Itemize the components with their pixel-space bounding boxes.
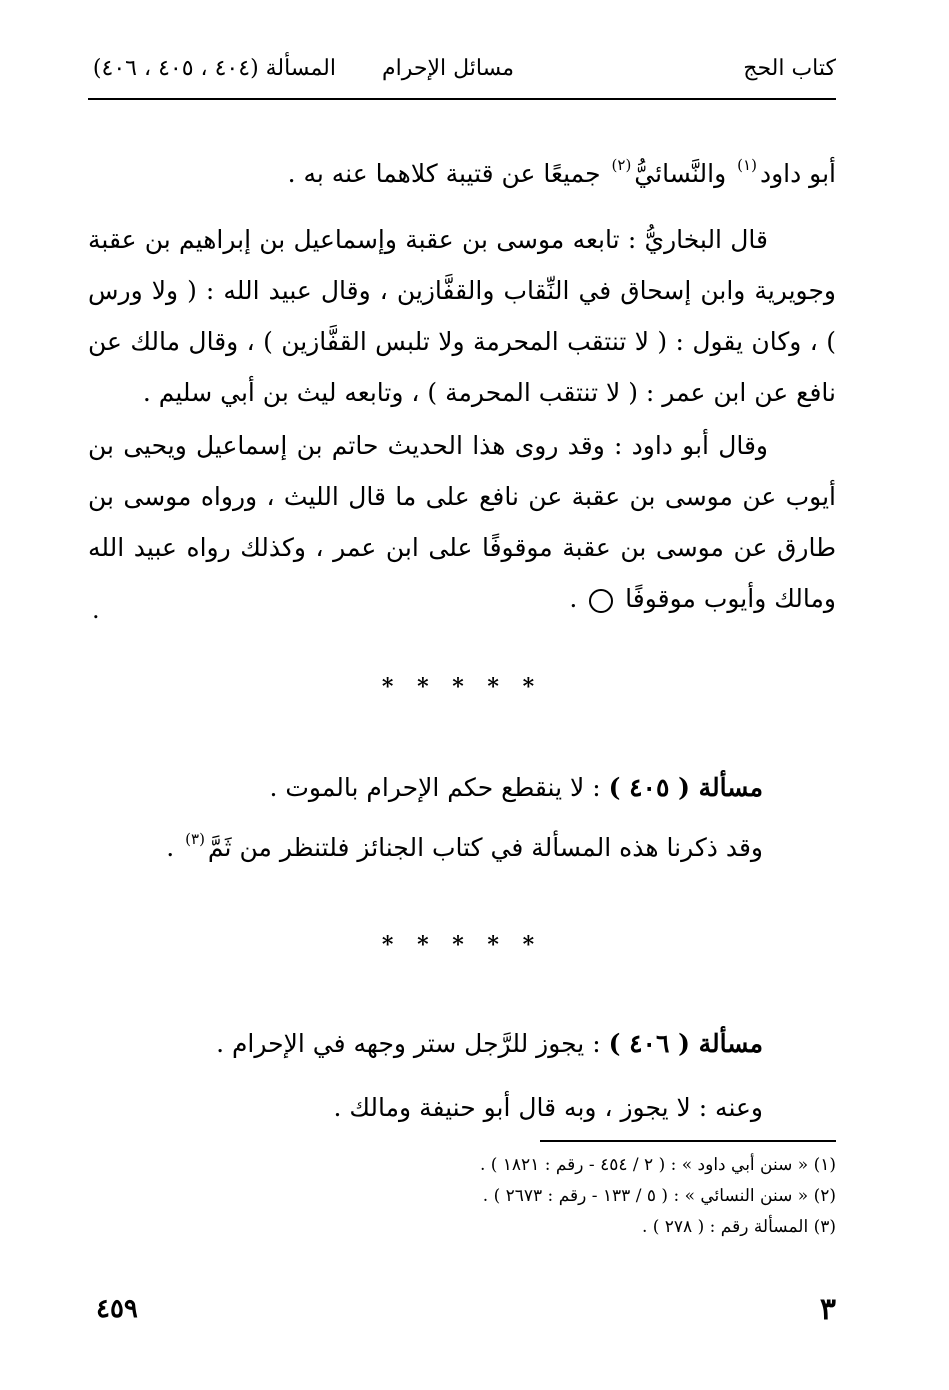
issue-406-heading <box>87 1018 763 1069</box>
page-number: ٤٥٩ <box>96 1294 138 1324</box>
separator-stars-1: * * * * * <box>381 674 543 700</box>
footnote-ref-2: (٢) <box>611 156 632 174</box>
issue-406-note: وعنه : لا يجوز ، وبه قال أبو حنيفة ومالك . <box>333 1093 763 1122</box>
header-rule <box>88 98 836 100</box>
issue-405-text: : لا ينقطع حكم الإحرام بالموت . <box>269 773 601 802</box>
section-page-number: ٣ <box>819 1292 836 1327</box>
end-of-hadith-circle-icon <box>589 589 613 613</box>
footnote-ref-3: (٣) <box>185 830 205 848</box>
issue-405-note <box>87 822 763 877</box>
header-issue-range: المسألة (٤٠٤ ، ٤٠٥ ، ٤٠٦) <box>92 56 336 81</box>
separator-stars-2: * * * * * <box>381 932 543 958</box>
footnote-2: (٢) « سنن النسائي » : ( ٥ / ١٣٣ - رقم : ٢٦٧٣ ) . <box>482 1186 836 1206</box>
footnote-ref-1: (١) <box>737 156 757 174</box>
stray-dot: . <box>92 596 100 624</box>
paragraph-3-end: . <box>569 584 578 613</box>
issue-405-label: مسألة ( ٤٠٥ ) <box>608 773 763 802</box>
footnote-3: (٣) المسألة رقم : ( ٢٧٨ ) . <box>641 1217 836 1237</box>
issue-405-heading <box>87 762 763 813</box>
paragraph-1 <box>88 148 836 203</box>
footnote-rule <box>540 1140 836 1142</box>
header-book-title: كتاب الحج <box>743 56 836 81</box>
issue-405-note-end: . <box>166 833 175 862</box>
paragraph-1-middle: والنَّسائيُّ <box>634 159 727 188</box>
paragraph-3 <box>88 420 836 624</box>
footnotes <box>76 1150 836 1243</box>
header-section-title: مسائل الإحرام <box>381 56 514 81</box>
paragraph-1-start: أبو داود <box>759 159 836 188</box>
running-header <box>88 52 836 92</box>
issue-406-label: مسألة ( ٤٠٦ ) <box>608 1029 763 1058</box>
paragraph-2: قال البخاريُّ : تابعه موسى بن عقبة وإسماعيل بن إبراهيم بن عقبة وجويرية وابن إسحاق في النِّقاب والقفَّازين ، وقال عبيد الله : ( ولا ورس ) ، وكان يقول : ( لا تنتقب المحرمة ولا تلبس القفَّازين ) ، وقال مالك عن نافع عن ابن عمر : ( لا تنتقب المحرمة ) ، وتابعه ليث بن أبي سليم . <box>88 225 836 407</box>
issue-405-note-text: وقد ذكرنا هذه المسألة في كتاب الجنائز فلتنظر من ثَمَّ <box>207 833 763 862</box>
issue-406-text: : يجوز للرَّجل ستر وجهه في الإحرام . <box>216 1029 601 1058</box>
footnote-1: (١) « سنن أبي داود » : ( ٢ / ٤٥٤ - رقم : ١٨٢١ ) . <box>479 1155 836 1175</box>
paragraph-3-text: وقال أبو داود : وقد روى هذا الحديث حاتم بن إسماعيل ويحيى بن أيوب عن موسى بن عقبة عن نافع على ما قال الليث ، ورواه موسى بن طارق عن موسى بن عقبة موقوفًا على ابن عمر ، وكذلك رواه عبيد الله ومالك وأيوب موقوفًا <box>88 431 836 613</box>
paragraph-1-end: جميعًا عن قتيبة كلاهما عنه به . <box>287 159 601 188</box>
